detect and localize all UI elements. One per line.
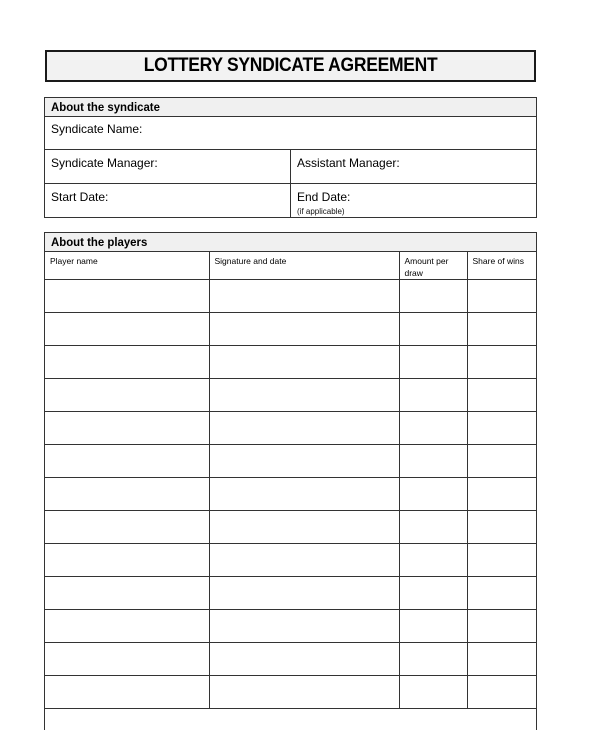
end-date-field[interactable] bbox=[291, 184, 536, 218]
signature-date-cell[interactable] bbox=[209, 313, 399, 346]
syndicate-manager-field[interactable] bbox=[45, 150, 291, 183]
table-row bbox=[45, 280, 537, 313]
share-of-wins-cell[interactable] bbox=[467, 445, 537, 478]
players-table-body bbox=[45, 280, 537, 709]
player-name-cell[interactable] bbox=[45, 346, 209, 379]
table-row bbox=[45, 643, 537, 676]
signature-date-cell[interactable] bbox=[209, 379, 399, 412]
table-row bbox=[45, 478, 537, 511]
share-of-wins-cell[interactable] bbox=[467, 511, 537, 544]
signature-date-cell[interactable] bbox=[209, 544, 399, 577]
table-row bbox=[45, 346, 537, 379]
start-date-field[interactable] bbox=[45, 184, 291, 218]
player-name-cell[interactable] bbox=[45, 445, 209, 478]
share-of-wins-cell[interactable] bbox=[467, 610, 537, 643]
players-table-header-row bbox=[45, 252, 537, 280]
syndicate-name-row bbox=[45, 116, 536, 150]
player-name-cell[interactable] bbox=[45, 313, 209, 346]
amount-per-draw-cell[interactable] bbox=[399, 445, 467, 478]
table-row bbox=[45, 511, 537, 544]
amount-per-draw-cell[interactable] bbox=[399, 478, 467, 511]
signature-date-cell[interactable] bbox=[209, 610, 399, 643]
column-header-amount-per-draw: Amount per draw bbox=[399, 252, 467, 280]
share-of-wins-cell[interactable] bbox=[467, 643, 537, 676]
amount-per-draw-cell[interactable] bbox=[399, 511, 467, 544]
signature-date-cell[interactable] bbox=[209, 577, 399, 610]
player-name-cell[interactable] bbox=[45, 676, 209, 709]
amount-per-draw-cell[interactable] bbox=[399, 643, 467, 676]
syndicate-manager-row bbox=[45, 150, 536, 184]
syndicate-manager-label: Syndicate Manager: bbox=[51, 156, 158, 170]
column-header-signature-date: Signature and date bbox=[209, 252, 399, 280]
player-name-cell[interactable] bbox=[45, 577, 209, 610]
share-of-wins-cell[interactable] bbox=[467, 478, 537, 511]
table-row bbox=[45, 676, 537, 709]
share-of-wins-cell[interactable] bbox=[467, 676, 537, 709]
player-name-cell[interactable] bbox=[45, 412, 209, 445]
player-name-cell[interactable] bbox=[45, 511, 209, 544]
syndicate-header-label: About the syndicate bbox=[51, 100, 160, 114]
syndicate-name-field[interactable] bbox=[45, 116, 536, 149]
amount-per-draw-cell[interactable] bbox=[399, 676, 467, 709]
syndicate-dates-row bbox=[45, 184, 536, 218]
amount-per-draw-cell[interactable] bbox=[399, 544, 467, 577]
signature-date-cell[interactable] bbox=[209, 511, 399, 544]
share-of-wins-cell[interactable] bbox=[467, 346, 537, 379]
amount-per-draw-cell[interactable] bbox=[399, 379, 467, 412]
amount-per-draw-cell[interactable] bbox=[399, 412, 467, 445]
signature-date-cell[interactable] bbox=[209, 280, 399, 313]
share-of-wins-cell[interactable] bbox=[467, 280, 537, 313]
amount-per-draw-cell[interactable] bbox=[399, 610, 467, 643]
table-row bbox=[45, 445, 537, 478]
table-row bbox=[45, 379, 537, 412]
end-date-label: End Date: bbox=[297, 190, 351, 204]
signature-date-cell[interactable] bbox=[209, 412, 399, 445]
player-name-cell[interactable] bbox=[45, 643, 209, 676]
table-row bbox=[45, 412, 537, 445]
syndicate-name-label: Syndicate Name: bbox=[51, 122, 143, 136]
table-row bbox=[45, 610, 537, 643]
end-date-note: (if applicable) bbox=[297, 207, 345, 216]
player-name-cell[interactable] bbox=[45, 478, 209, 511]
share-of-wins-cell[interactable] bbox=[467, 313, 537, 346]
players-table bbox=[45, 252, 537, 709]
players-header-label: About the players bbox=[51, 235, 148, 249]
start-date-label: Start Date: bbox=[51, 190, 109, 204]
assistant-manager-field[interactable] bbox=[291, 150, 536, 183]
player-name-cell[interactable] bbox=[45, 610, 209, 643]
table-row bbox=[45, 544, 537, 577]
signature-date-cell[interactable] bbox=[209, 643, 399, 676]
amount-per-draw-cell[interactable] bbox=[399, 280, 467, 313]
syndicate-section bbox=[44, 97, 537, 218]
signature-date-cell[interactable] bbox=[209, 676, 399, 709]
table-row bbox=[45, 577, 537, 610]
signature-date-cell[interactable] bbox=[209, 346, 399, 379]
share-of-wins-cell[interactable] bbox=[467, 577, 537, 610]
share-of-wins-cell[interactable] bbox=[467, 412, 537, 445]
signature-date-cell[interactable] bbox=[209, 445, 399, 478]
amount-per-draw-cell[interactable] bbox=[399, 346, 467, 379]
document-title: LOTTERY SYNDICATE AGREEMENT bbox=[143, 55, 438, 76]
syndicate-section-header bbox=[45, 98, 536, 117]
player-name-cell[interactable] bbox=[45, 379, 209, 412]
document-title-box bbox=[45, 50, 536, 82]
table-row bbox=[45, 313, 537, 346]
player-name-cell[interactable] bbox=[45, 544, 209, 577]
amount-per-draw-cell[interactable] bbox=[399, 313, 467, 346]
share-of-wins-cell[interactable] bbox=[467, 379, 537, 412]
column-header-player-name: Player name bbox=[45, 252, 209, 280]
column-header-share-of-wins: Share of wins bbox=[467, 252, 537, 280]
share-of-wins-cell[interactable] bbox=[467, 544, 537, 577]
signature-date-cell[interactable] bbox=[209, 478, 399, 511]
players-section-header bbox=[45, 233, 536, 252]
player-name-cell[interactable] bbox=[45, 280, 209, 313]
players-section bbox=[44, 232, 537, 730]
assistant-manager-label: Assistant Manager: bbox=[297, 156, 400, 170]
amount-per-draw-cell[interactable] bbox=[399, 577, 467, 610]
